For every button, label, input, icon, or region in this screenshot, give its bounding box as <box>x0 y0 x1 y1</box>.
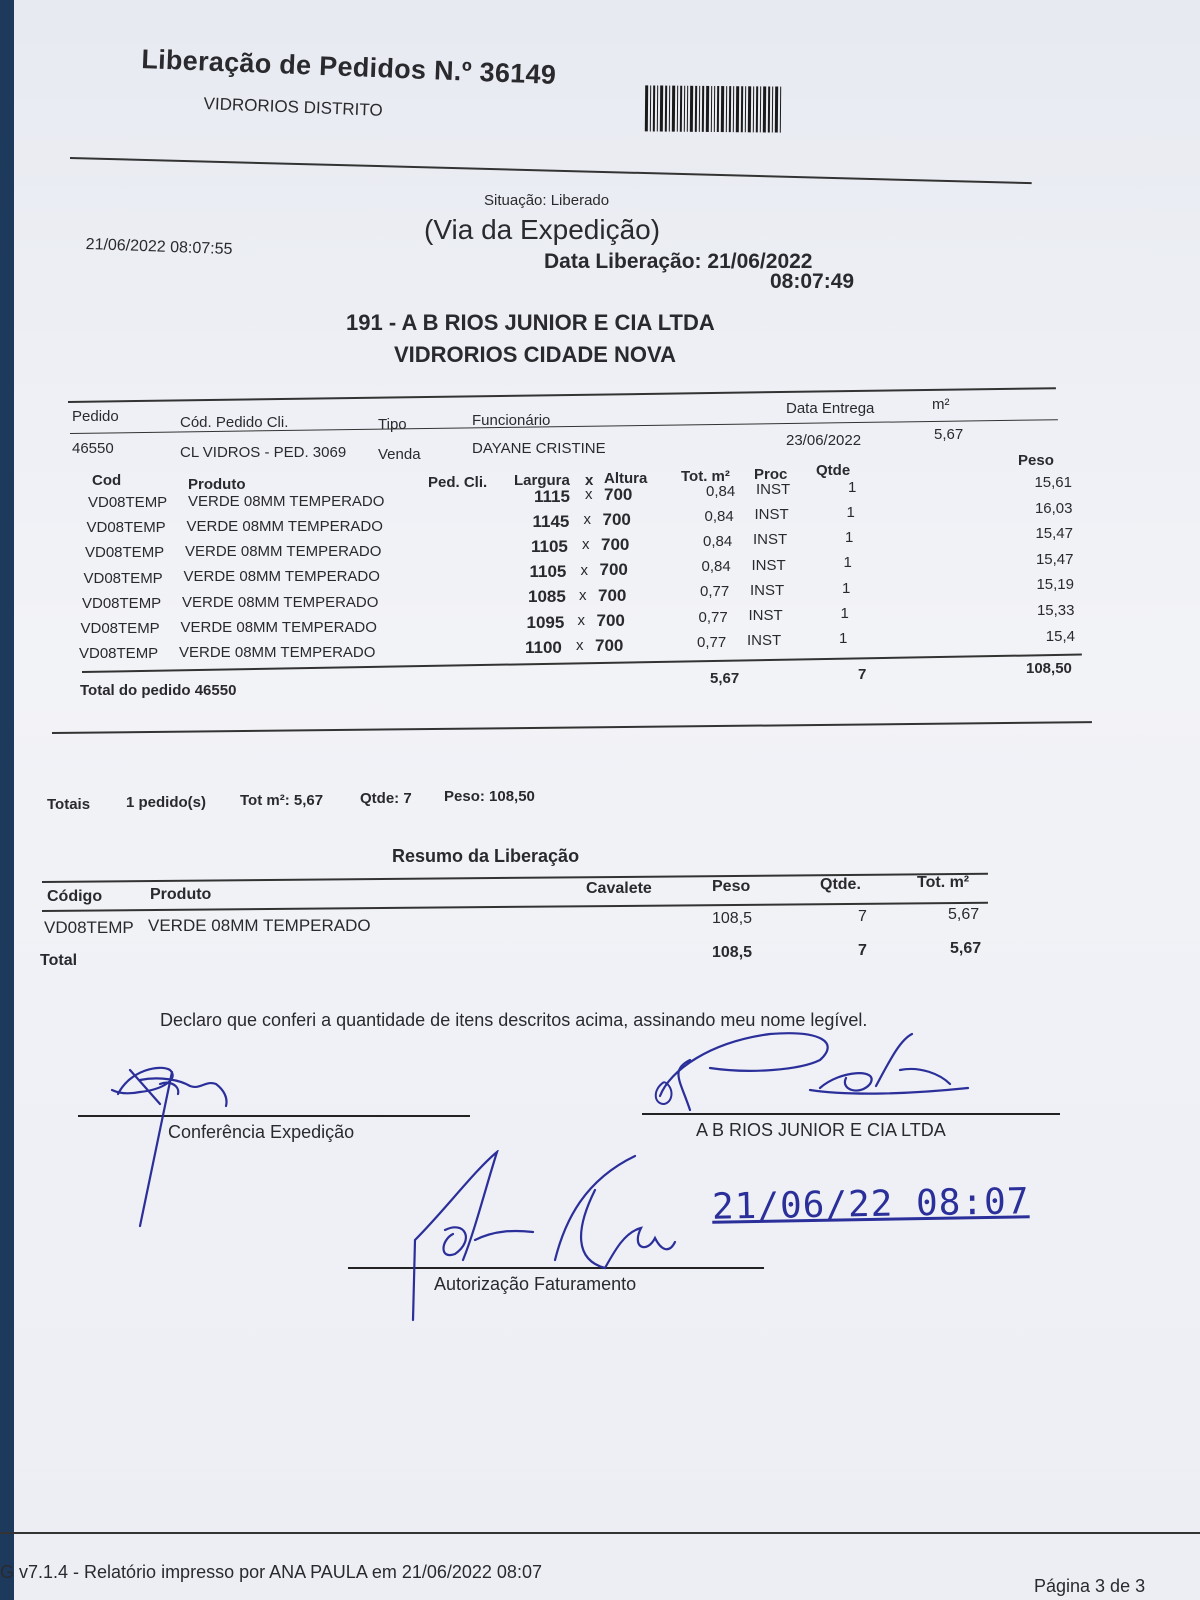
cell-tot-m2: 0,84 <box>704 507 734 525</box>
resumo-col-peso: Peso <box>712 878 751 895</box>
signature-autorizacao <box>405 1150 695 1330</box>
totais-m2: Tot m²: 5,67 <box>240 792 324 809</box>
resumo-col-codigo: Código <box>47 888 103 905</box>
cell-proc: INST <box>748 606 783 624</box>
cell-proc: INST <box>751 556 786 574</box>
resumo-total-qtde: 7 <box>858 942 867 959</box>
col-altura: Altura <box>604 470 648 487</box>
order-total-qtde: 7 <box>858 666 867 683</box>
cell-produto: VERDE 08MM TEMPERADO <box>185 543 382 561</box>
totais-peso: Peso: 108,50 <box>444 788 535 805</box>
cell-tot-m2: 0,77 <box>697 633 727 651</box>
label-funcionario: Funcionário <box>472 412 551 429</box>
totais-label: Totais <box>47 796 91 813</box>
cell-produto: VERDE 08MM TEMPERADO <box>188 492 385 510</box>
signature-conferencia <box>100 1050 240 1230</box>
cell-x: x <box>579 586 587 604</box>
cell-x: x <box>577 612 585 630</box>
cell-altura: 700 <box>598 585 627 605</box>
via-label: (Via da Expedição) <box>424 214 661 245</box>
cell-qtde: 1 <box>845 529 854 547</box>
cell-tot-m2: 0,77 <box>700 583 730 601</box>
cell-largura: 1100 <box>525 637 562 657</box>
cell-cod: VD08TEMP <box>85 544 165 562</box>
col-peso: Peso <box>1018 452 1054 469</box>
cell-proc: INST <box>754 506 789 524</box>
cell-produto: VERDE 08MM TEMPERADO <box>186 518 383 535</box>
cell-cod: VD08TEMP <box>83 569 163 587</box>
status-situacao: Situação: Liberado <box>484 192 610 209</box>
sig-label-autorizacao: Autorização Faturamento <box>434 1274 637 1294</box>
cell-tot-m2: 0,77 <box>698 608 728 626</box>
resumo-title: Resumo da Liberação <box>392 846 580 866</box>
label-tipo: Tipo <box>378 416 407 433</box>
data-liberacao-time: 08:07:49 <box>770 270 855 293</box>
cell-qtde: 1 <box>839 630 848 648</box>
order-total-m2: 5,67 <box>710 670 740 687</box>
label-data-entrega: Data Entrega <box>786 400 875 417</box>
cell-cod: VD08TEMP <box>82 594 162 612</box>
cell-altura: 700 <box>601 535 630 555</box>
cell-largura: 1095 <box>526 612 565 632</box>
col-largura: Largura <box>514 472 570 489</box>
data-liberacao: Data Liberação: 21/06/2022 <box>544 250 813 273</box>
handwritten-date: 21/06/22 08:07 <box>711 1181 1030 1228</box>
cell-largura: 1115 <box>534 486 570 506</box>
col-cod: Cod <box>92 472 122 489</box>
resumo-col-tot-m2: Tot. m² <box>917 874 970 891</box>
cell-peso: 15,61 <box>1034 474 1072 491</box>
footer-printed-by: G v7.1.4 - Relatório impresso por ANA PAULA em 21/06/2022 08:07 <box>0 1562 542 1582</box>
cell-x: x <box>582 536 590 554</box>
cell-largura: 1085 <box>528 587 566 607</box>
value-funcionario: DAYANE CRISTINE <box>472 440 606 457</box>
col-ped-cli: Ped. Cli. <box>428 474 488 491</box>
cell-altura: 700 <box>599 560 628 580</box>
cell-cod: VD08TEMP <box>80 620 160 637</box>
cell-largura: 1145 <box>532 511 570 531</box>
cell-produto: VERDE 08MM TEMPERADO <box>182 593 379 611</box>
cell-cod: VD08TEMP <box>86 519 166 537</box>
resumo-row-produto: VERDE 08MM TEMPERADO <box>148 916 371 935</box>
cell-qtde: 1 <box>848 478 857 496</box>
cell-tot-m2: 0,84 <box>706 482 736 500</box>
cell-qtde: 1 <box>843 554 852 572</box>
cell-tot-m2: 0,84 <box>703 532 733 550</box>
value-m2: 5,67 <box>934 426 964 443</box>
cell-cod: VD08TEMP <box>79 645 159 663</box>
cell-largura: 1105 <box>531 537 568 557</box>
cell-peso: 15,33 <box>1036 602 1075 619</box>
printed-timestamp: 21/06/2022 08:07:55 <box>85 236 233 259</box>
cell-x: x <box>583 511 591 529</box>
col-tot-m2: Tot. m² <box>681 468 730 485</box>
resumo-row-qtde: 7 <box>858 908 867 925</box>
value-pedido: 46550 <box>72 440 114 457</box>
signature-cliente <box>650 1030 970 1130</box>
col-produto: Produto <box>188 476 246 493</box>
cell-peso: 15,47 <box>1035 550 1074 568</box>
resumo-row-tot-m2: 5,67 <box>948 906 980 923</box>
cell-produto: VERDE 08MM TEMPERADO <box>180 618 377 636</box>
value-tipo: Venda <box>378 446 421 463</box>
cell-cod: VD08TEMP <box>88 494 168 511</box>
cell-produto: VERDE 08MM TEMPERADO <box>183 568 380 586</box>
resumo-total-peso: 108,5 <box>712 944 753 961</box>
resumo-total-label: Total <box>40 952 78 969</box>
cell-altura: 700 <box>596 610 625 630</box>
client-branch: VIDRORIOS CIDADE NOVA <box>394 342 676 367</box>
col-qtde: Qtde <box>816 462 851 479</box>
order-total-label: Total do pedido 46550 <box>80 682 237 699</box>
cell-peso: 15,19 <box>1036 576 1074 594</box>
resumo-col-produto: Produto <box>150 886 212 903</box>
barcode <box>645 85 783 132</box>
cell-x: x <box>585 486 593 504</box>
cell-altura: 700 <box>595 636 624 655</box>
label-m2: m² <box>932 396 950 413</box>
cell-peso: 15,47 <box>1035 525 1073 543</box>
cell-tot-m2: 0,84 <box>701 558 731 576</box>
cell-x: x <box>576 637 584 655</box>
cell-proc: INST <box>747 632 782 650</box>
label-cod-pedido-cli: Cód. Pedido Cli. <box>180 414 289 431</box>
cell-proc: INST <box>756 480 791 498</box>
totais-pedidos: 1 pedido(s) <box>126 794 207 811</box>
resumo-row-codigo: VD08TEMP <box>44 918 134 937</box>
issuer-company: VIDRORIOS DISTRITO <box>203 94 384 120</box>
label-pedido: Pedido <box>72 408 119 425</box>
cell-proc: INST <box>753 531 788 549</box>
cell-qtde: 1 <box>840 604 849 622</box>
cell-peso: 16,03 <box>1034 499 1073 517</box>
value-data-entrega: 23/06/2022 <box>786 432 862 449</box>
declaration-text: Declaro que conferi a quantidade de itens descritos acima, assinando meu nome legível. <box>160 1010 868 1030</box>
client-name: 191 - A B RIOS JUNIOR E CIA LTDA <box>346 310 715 335</box>
document-title: Liberação de Pedidos N.º 36149 <box>140 44 557 90</box>
resumo-col-cavalete: Cavalete <box>586 880 652 897</box>
cell-altura: 700 <box>604 484 633 504</box>
footer-page: Página 3 de 3 <box>1034 1576 1146 1596</box>
cell-produto: VERDE 08MM TEMPERADO <box>179 644 376 661</box>
cell-qtde: 1 <box>842 579 851 597</box>
resumo-col-qtde: Qtde. <box>820 876 861 893</box>
cell-qtde: 1 <box>846 504 855 522</box>
sig-label-cliente: A B RIOS JUNIOR E CIA LTDA <box>696 1120 946 1140</box>
cell-peso: 15,4 <box>1045 627 1075 645</box>
sig-label-conferencia: Conferência Expedição <box>168 1122 355 1142</box>
cell-altura: 700 <box>602 510 631 529</box>
cell-largura: 1105 <box>529 562 567 582</box>
col-x: x <box>585 472 594 489</box>
resumo-total-tot-m2: 5,67 <box>950 940 982 957</box>
footer-rule <box>0 1532 1200 1534</box>
cell-proc: INST <box>750 581 785 599</box>
totais-qtde: Qtde: 7 <box>360 790 412 807</box>
order-total-peso: 108,50 <box>1026 660 1072 677</box>
col-proc: Proc <box>754 466 788 483</box>
cell-x: x <box>580 561 588 579</box>
value-cod-pedido-cli: CL VIDROS - PED. 3069 <box>180 444 347 461</box>
resumo-row-peso: 108,5 <box>712 910 753 927</box>
